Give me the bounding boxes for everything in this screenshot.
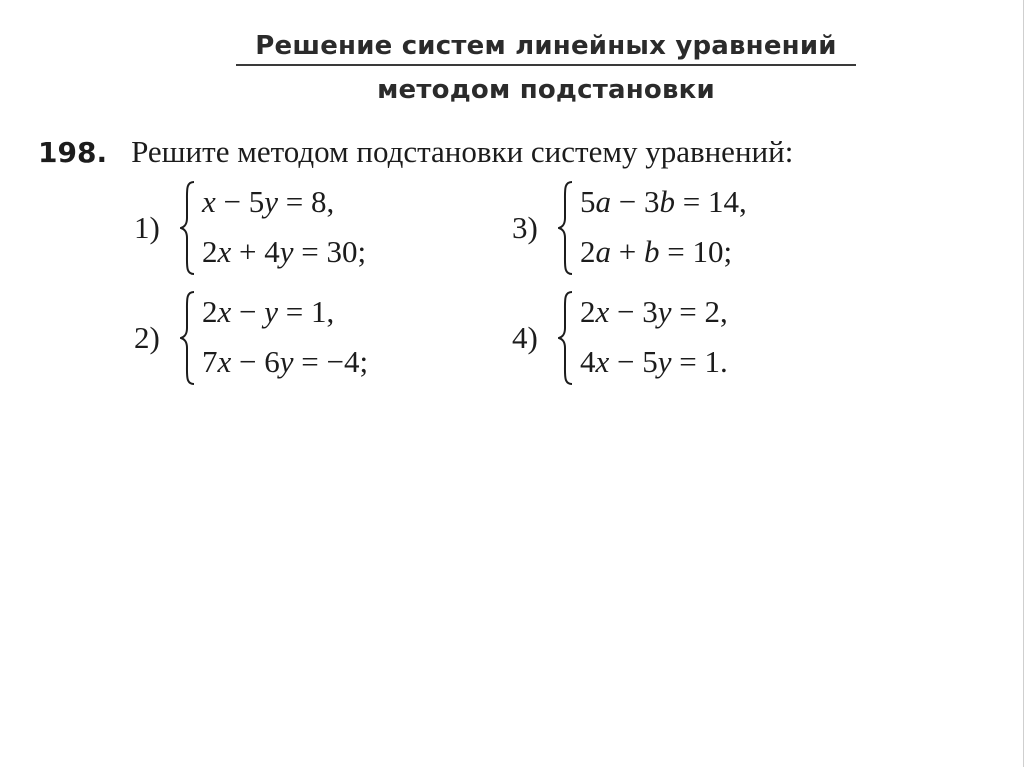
section-title: Решение систем линейных уравнений <box>255 31 837 61</box>
equation-system-4 <box>512 290 812 386</box>
equation-1: 2x − y = 1, <box>202 294 335 329</box>
system-label: 3) <box>512 210 538 245</box>
task-number: 198. <box>38 136 108 169</box>
title-divider <box>236 64 856 66</box>
curly-brace-icon <box>180 180 196 276</box>
equation-2: 2a + b = 10; <box>580 234 733 269</box>
equation-1: x − 5y = 8, <box>202 184 335 219</box>
task-text: Решите методом подстановки систему уравнений: <box>131 134 794 169</box>
curly-brace-icon <box>558 180 574 276</box>
task-statement <box>38 134 793 170</box>
equation-1: 5a − 3b = 14, <box>580 184 747 219</box>
curly-brace-icon <box>180 290 196 386</box>
system-label: 1) <box>134 210 160 245</box>
section-subtitle: методом подстановки <box>377 75 715 105</box>
equation-2: 4x − 5y = 1. <box>580 344 728 379</box>
equation-system-2 <box>134 290 434 386</box>
equation-system-3 <box>512 180 812 276</box>
equation-2: 7x − 6y = −4; <box>202 344 369 379</box>
system-label: 2) <box>134 320 160 355</box>
curly-brace-icon <box>558 290 574 386</box>
equation-system-1 <box>134 180 434 276</box>
system-label: 4) <box>512 320 538 355</box>
equation-2: 2x + 4y = 30; <box>202 234 367 269</box>
equation-1: 2x − 3y = 2, <box>580 294 728 329</box>
